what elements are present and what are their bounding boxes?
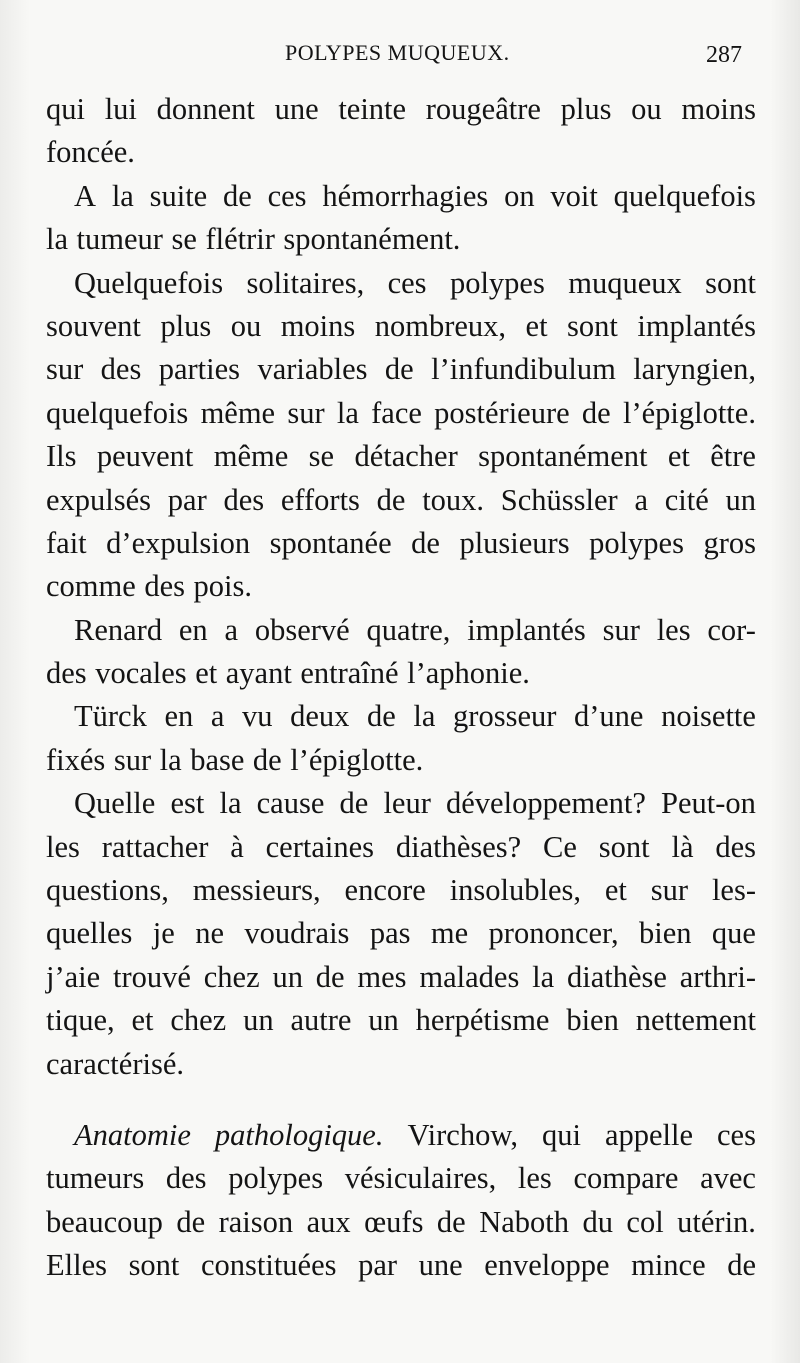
text-line: Renard en a observé quatre, implantés sur les cor-: [74, 612, 756, 647]
running-title: POLYPES MUQUEUX.: [285, 40, 510, 65]
text-line: Elles sont constituées par une enveloppe mince de: [46, 1248, 756, 1283]
text-line: expulsés par des efforts de toux. Schüssler a cité un: [46, 482, 756, 517]
text-line: A la suite de ces hémorrhagies on voit quelquefois: [74, 178, 756, 213]
running-head: [0, 38, 800, 78]
text-line: les rattacher à certaines diathèses? Ce sont là des: [46, 829, 756, 864]
text-line: Ils peuvent même se détacher spontanément et être: [46, 439, 756, 474]
text-line: j’aie trouvé chez un de mes malades la diathèse arthri-: [46, 959, 756, 994]
text-line: Türck en a vu deux de la grosseur d’une noisette: [74, 699, 756, 734]
text-line: foncée.: [46, 135, 135, 170]
text-line: la tumeur se flétrir spontanément.: [46, 222, 461, 257]
text-line: fait d’expulsion spontanée de plusieurs polypes gros: [46, 525, 756, 560]
text-line: Quelle est la cause de leur développement? Peut-on: [74, 786, 756, 821]
text-line: tumeurs des polypes vésiculaires, les compare avec: [46, 1161, 756, 1196]
text-line: souvent plus ou moins nombreux, et sont implantés: [46, 308, 756, 343]
body-text: [46, 88, 756, 1288]
text-line: Anatomie pathologique. Virchow, qui appelle ces: [74, 1117, 756, 1152]
text-line: fixés sur la base de l’épiglotte.: [46, 742, 424, 777]
text-line: des vocales et ayant entraîné l’aphonie.: [46, 656, 530, 691]
text-line: comme des pois.: [46, 569, 252, 604]
text-line: questions, messieurs, encore insolubles, et sur les-: [46, 873, 756, 908]
text-line: quelquefois même sur la face postérieure de l’épiglotte.: [46, 395, 756, 430]
text-line: Quelquefois solitaires, ces polypes muqueux sont: [74, 265, 756, 300]
page-number: 287: [706, 42, 742, 68]
text-line: qui lui donnent une teinte rougeâtre plus ou moins: [46, 92, 756, 126]
text-line: caractérisé.: [46, 1046, 184, 1081]
text-line: tique, et chez un autre un herpétisme bien nettement: [46, 1003, 756, 1038]
text-line: sur des parties variables de l’infundibulum laryngien,: [46, 352, 756, 387]
text-line: quelles je ne voudrais pas me prononcer, bien que: [46, 916, 756, 951]
text-line: beaucoup de raison aux œufs de Naboth du col utérin.: [46, 1204, 756, 1239]
